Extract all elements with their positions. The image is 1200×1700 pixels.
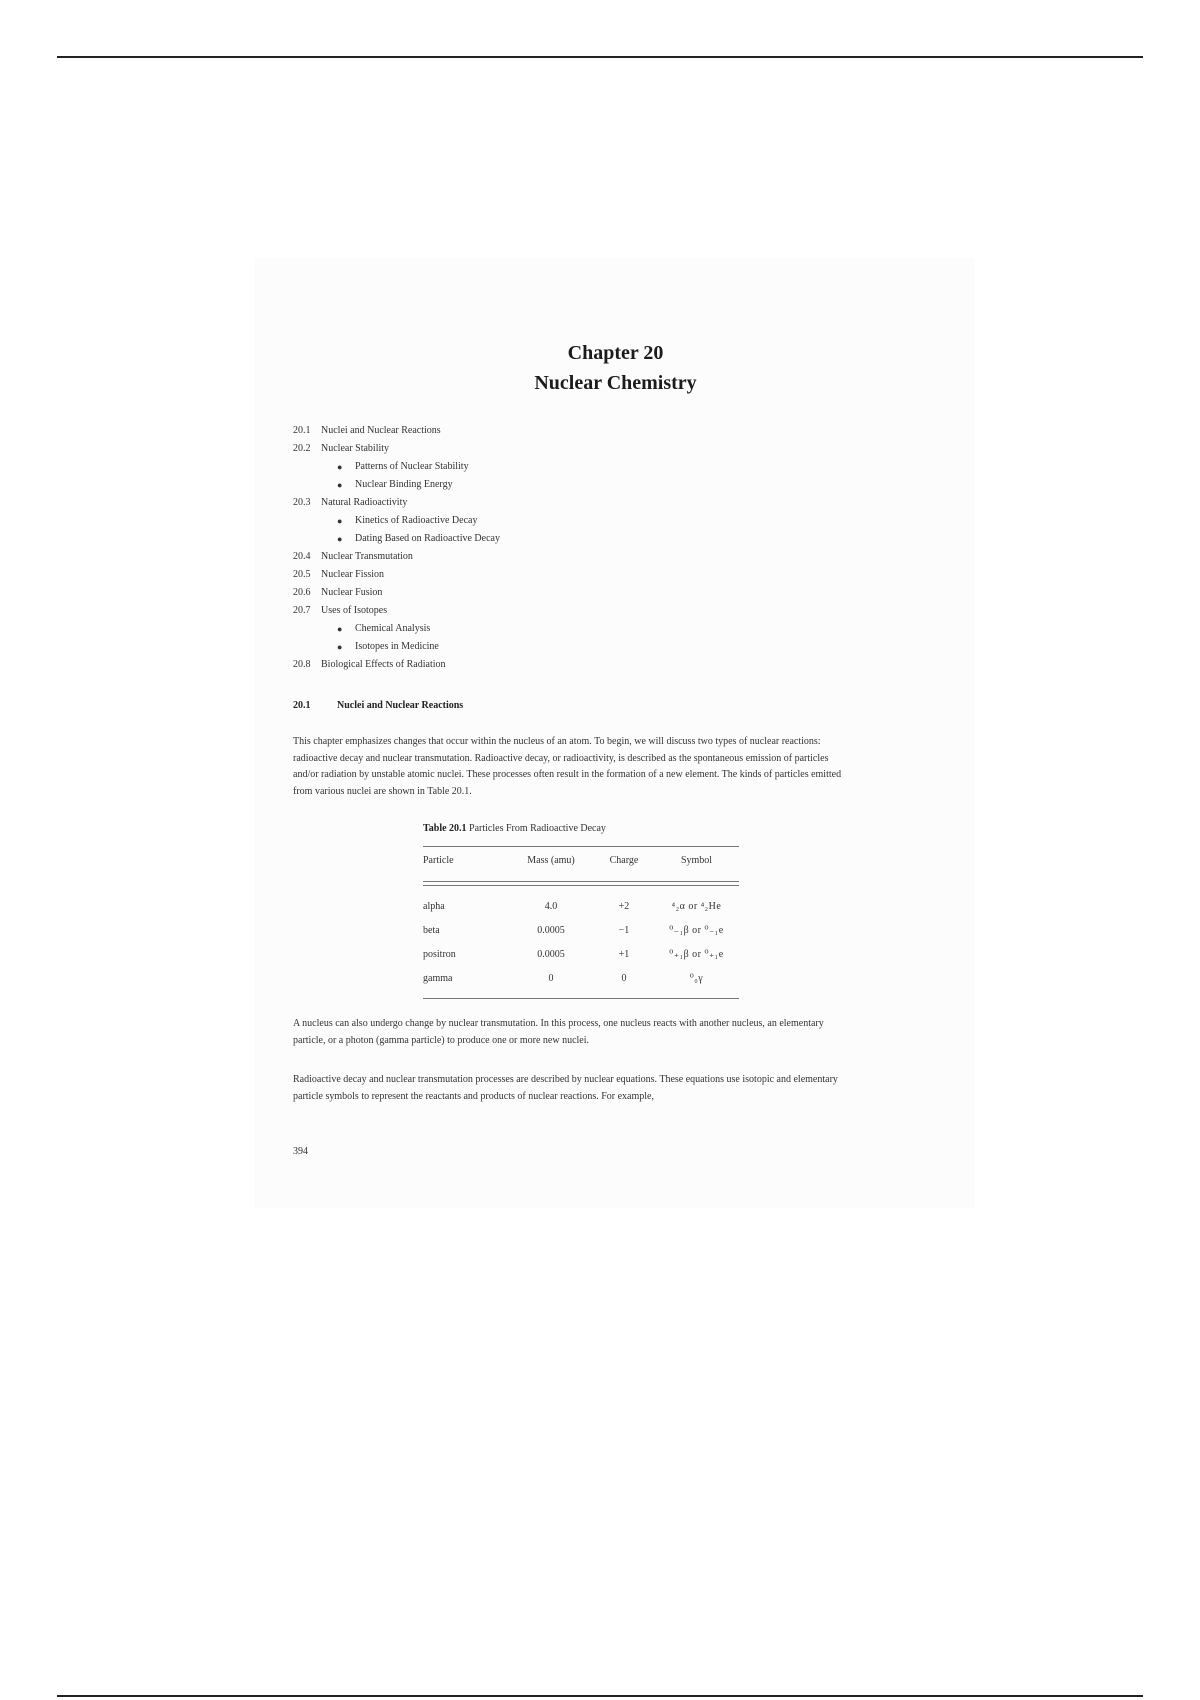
table-header-cell: Particle bbox=[423, 854, 454, 866]
table-header-rule bbox=[423, 881, 739, 886]
toc-item-number: 20.4 bbox=[293, 551, 311, 562]
top-divider bbox=[57, 56, 1143, 58]
table-top-rule bbox=[423, 846, 739, 847]
toc-subitem bbox=[293, 458, 500, 476]
section-heading bbox=[293, 700, 463, 711]
page-number: 394 bbox=[293, 1146, 308, 1157]
table-caption bbox=[423, 820, 739, 838]
bullet-icon: ● bbox=[337, 516, 343, 526]
table-row bbox=[423, 966, 739, 990]
toc-subitem bbox=[293, 476, 500, 494]
table-caption-label: Table 20.1 bbox=[423, 823, 467, 834]
toc-item-number: 20.1 bbox=[293, 425, 311, 436]
bullet-icon: ● bbox=[337, 462, 343, 472]
toc-item-label: Nuclei and Nuclear Reactions bbox=[321, 425, 441, 436]
toc-subitem-label: Patterns of Nuclear Stability bbox=[355, 461, 469, 472]
table-cell-symbol: ⁴₂α or ⁴₂He bbox=[671, 900, 722, 912]
bullet-icon: ● bbox=[337, 642, 343, 652]
toc-item bbox=[293, 566, 500, 584]
table-body bbox=[423, 894, 739, 990]
table-of-contents bbox=[293, 422, 500, 674]
toc-item-label: Natural Radioactivity bbox=[321, 497, 408, 508]
table-cell-symbol: ⁰₊₁β or ⁰₊₁e bbox=[669, 948, 724, 960]
toc-subitem bbox=[293, 638, 500, 656]
table-cell: positron bbox=[423, 948, 456, 960]
table-header-cell: Mass (amu) bbox=[527, 854, 575, 866]
toc-subitem-label: Chemical Analysis bbox=[355, 623, 431, 634]
table-header-cell: Charge bbox=[609, 854, 639, 866]
particles-table bbox=[423, 820, 739, 999]
toc-item-label: Nuclear Fusion bbox=[321, 587, 383, 598]
table-cell: 4.0 bbox=[544, 900, 558, 912]
toc-item bbox=[293, 440, 500, 458]
table-cell: 0.0005 bbox=[537, 948, 565, 960]
toc-item-number: 20.5 bbox=[293, 569, 311, 580]
toc-item-number: 20.7 bbox=[293, 605, 311, 616]
table-row bbox=[423, 894, 739, 918]
toc-subitem bbox=[293, 512, 500, 530]
table-row bbox=[423, 918, 739, 942]
table-cell: +1 bbox=[618, 948, 630, 960]
toc-item bbox=[293, 656, 500, 674]
table-header-cell: Symbol bbox=[680, 854, 713, 866]
table-row bbox=[423, 942, 739, 966]
toc-item bbox=[293, 548, 500, 566]
table-cell: 0 bbox=[621, 972, 627, 984]
body-paragraph: Radioactive decay and nuclear transmutation processes are described by nuclear equations. These equations use isotopic and elementary particle symbols to represent the reactants and products of nuclear reactions. For example, bbox=[293, 1074, 838, 1102]
toc-subitem bbox=[293, 530, 500, 548]
chapter-title: Chapter 20 bbox=[567, 342, 664, 364]
toc-subitem-label: Dating Based on Radioactive Decay bbox=[355, 533, 500, 544]
table-cell-symbol: ⁰₋₁β or ⁰₋₁e bbox=[669, 924, 724, 936]
document-page bbox=[255, 258, 975, 1208]
toc-item bbox=[293, 494, 500, 512]
toc-subitem bbox=[293, 620, 500, 638]
section-title: Nuclei and Nuclear Reactions bbox=[337, 700, 464, 711]
bottom-divider bbox=[57, 1695, 1143, 1697]
toc-item-number: 20.3 bbox=[293, 497, 311, 508]
toc-item-number: 20.2 bbox=[293, 443, 311, 454]
toc-item-label: Nuclear Stability bbox=[321, 443, 390, 454]
table-cell: alpha bbox=[423, 900, 445, 912]
body-paragraph: This chapter emphasizes changes that occur within the nucleus of an atom. To begin, we will discuss two types of nuclear reactions: radioactive decay and nuclear transmutation. Radioactive decay, or radioactivity, is described as the spontaneous emission of particles and/or radiation by unstable atomic nuclei. These processes often result in the formation of a new element. The kinds of particles emitted from various nuclei are shown in Table 20.1. bbox=[293, 736, 842, 797]
table-cell: 0.0005 bbox=[537, 924, 565, 936]
section-number: 20.1 bbox=[293, 700, 311, 711]
table-cell: +2 bbox=[618, 900, 630, 912]
toc-item-label: Nuclear Fission bbox=[321, 569, 385, 580]
toc-subitem-label: Kinetics of Radioactive Decay bbox=[355, 515, 478, 526]
toc-item-label: Biological Effects of Radiation bbox=[321, 659, 446, 670]
body-paragraph: A nucleus can also undergo change by nuclear transmutation. In this process, one nucleus reacts with another nucleus, an elementary particle, or a photon (gamma particle) to produce one or more new nuclei. bbox=[293, 1018, 824, 1046]
table-cell: gamma bbox=[423, 972, 453, 984]
bullet-icon: ● bbox=[337, 624, 343, 634]
toc-item-number: 20.8 bbox=[293, 659, 311, 670]
toc-item bbox=[293, 422, 500, 440]
table-bottom-rule bbox=[423, 998, 739, 999]
table-cell: −1 bbox=[618, 924, 630, 936]
table-caption-text: Particles From Radioactive Decay bbox=[469, 823, 606, 834]
table-cell-symbol: ⁰₀γ bbox=[689, 972, 704, 984]
bullet-icon: ● bbox=[337, 480, 343, 490]
chapter-subtitle: Nuclear Chemistry bbox=[534, 372, 697, 394]
toc-item-label: Nuclear Transmutation bbox=[321, 551, 413, 562]
toc-item bbox=[293, 602, 500, 620]
toc-subitem-label: Isotopes in Medicine bbox=[355, 641, 439, 652]
toc-item-number: 20.6 bbox=[293, 587, 311, 598]
toc-subitem-label: Nuclear Binding Energy bbox=[355, 479, 453, 490]
toc-item bbox=[293, 584, 500, 602]
bullet-icon: ● bbox=[337, 534, 343, 544]
table-cell: beta bbox=[423, 924, 440, 936]
toc-item-label: Uses of Isotopes bbox=[321, 605, 388, 616]
table-header-row bbox=[423, 851, 739, 869]
table-cell: 0 bbox=[548, 972, 554, 984]
